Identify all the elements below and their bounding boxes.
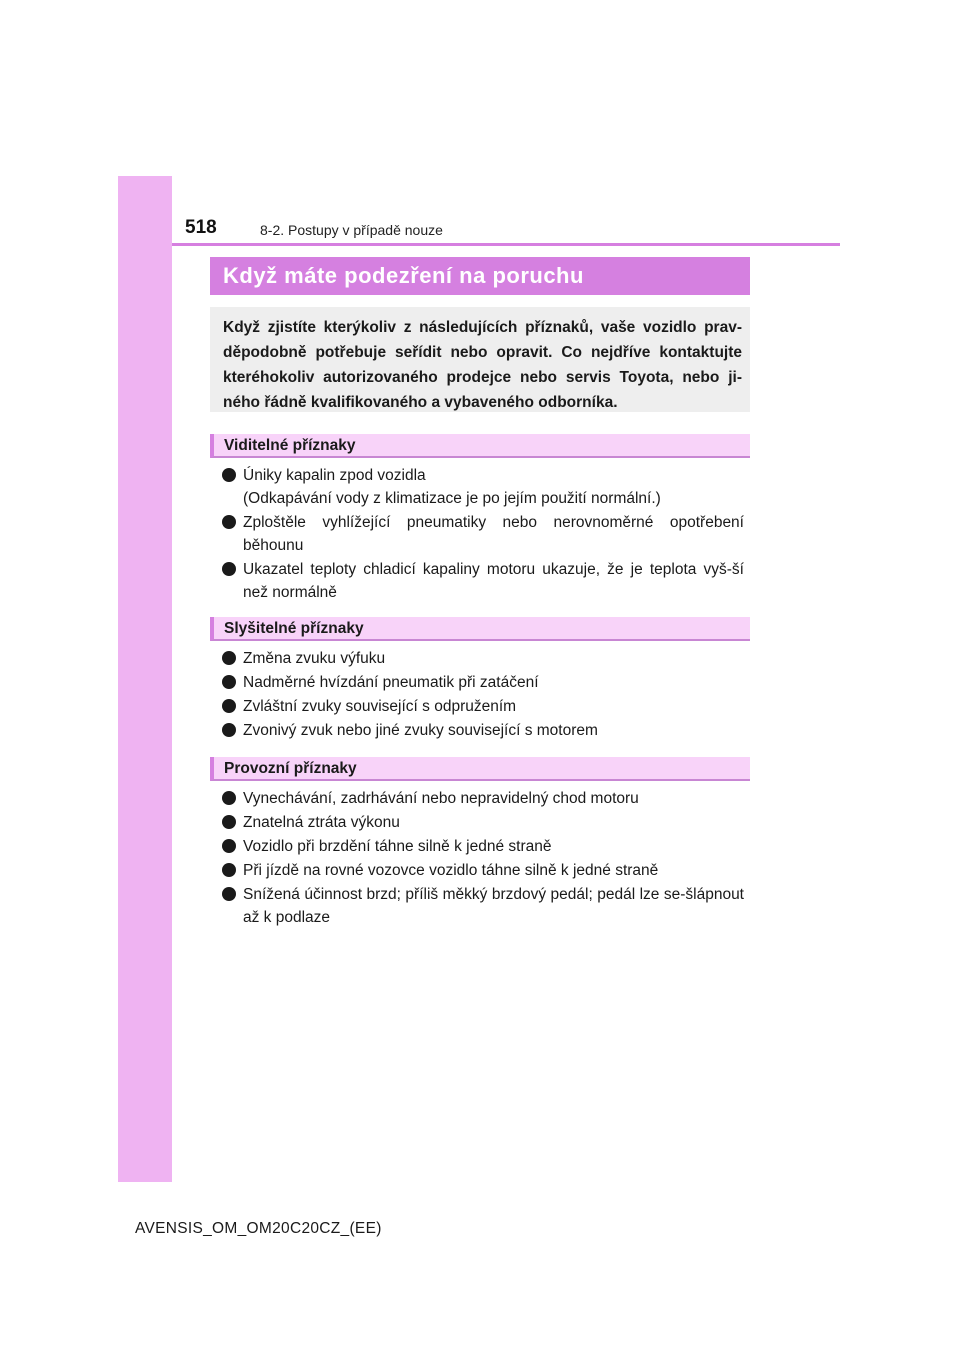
bullet-icon [222, 562, 236, 576]
bullet-list-visible [222, 464, 744, 605]
list-item [222, 647, 744, 670]
subsection-heading-operational: Provozní příznaky [210, 757, 750, 781]
list-item-text: Vynechávání, zadrhávání nebo nepravidelný chod motoru [243, 790, 639, 807]
subsection-heading-audible: Slyšitelné příznaky [210, 617, 750, 641]
bullet-icon [222, 791, 236, 805]
list-item-text: Snížená účinnost brzd; příliš měkký brzdový pedál; pedál lze se-šlápnout až k podlaze [243, 886, 744, 926]
list-item-text: Při jízdě na rovné vozovce vozidlo táhne silně k jedné straně [243, 862, 659, 879]
subsection-heading-visible: Viditelné příznaky [210, 434, 750, 458]
list-item [222, 695, 744, 718]
list-item [222, 558, 744, 604]
list-item [222, 859, 744, 882]
list-item-text: Změna zvuku výfuku [243, 650, 386, 667]
list-item-text: Ukazatel teploty chladicí kapaliny motoru ukazuje, že je teplota vyš-ší než normálně [243, 561, 744, 601]
chapter-title: 8-2. Postupy v případě nouze [260, 222, 443, 238]
list-item [222, 671, 744, 694]
list-item-text: Zploštěle vyhlížející pneumatiky nebo nerovnoměrné opotřebení běhounu [243, 514, 744, 554]
list-item-text: Úniky kapalin zpod vozidla (Odkapávání vody z klimatizace je po jejím použití normální.) [243, 467, 661, 507]
bullet-list-operational [222, 787, 744, 930]
list-item [222, 511, 744, 557]
bullet-icon [222, 651, 236, 665]
bullet-icon [222, 839, 236, 853]
bullet-icon [222, 863, 236, 877]
list-item [222, 464, 744, 510]
bullet-icon [222, 723, 236, 737]
bullet-icon [222, 699, 236, 713]
list-item-text: Znatelná ztráta výkonu [243, 814, 400, 831]
section-title: Když máte podezření na poruchu [210, 257, 750, 295]
list-item-text: Vozidlo při brzdění táhne silně k jedné straně [243, 838, 552, 855]
bullet-icon [222, 515, 236, 529]
bullet-icon [222, 887, 236, 901]
list-item-text: Nadměrné hvízdání pneumatik při zatáčení [243, 674, 539, 691]
list-item [222, 719, 744, 742]
list-item-text: Zvonivý zvuk nebo jiné zvuky související s motorem [243, 722, 598, 739]
bullet-icon [222, 675, 236, 689]
chapter-side-tab [118, 176, 172, 1182]
list-item [222, 835, 744, 858]
intro-text: Když zjistíte kterýkoliv z následujících příznaků, vaše vozidlo prav-děpodobně potřebuje seřídit nebo opravit. Co nejdříve kontaktujte kteréhokoliv autorizovaného prodejce nebo servis Toyota, nebo ji-ného řádně kvalifikovaného a vybaveného odborníka. [223, 319, 742, 411]
bullet-icon [222, 468, 236, 482]
document-footer-code: AVENSIS_OM_OM20C20CZ_(EE) [135, 1220, 382, 1237]
list-item [222, 883, 744, 929]
intro-box [210, 307, 750, 412]
list-item-text: Zvláštní zvuky související s odpružením [243, 698, 517, 715]
list-item [222, 787, 744, 810]
list-item [222, 811, 744, 834]
bullet-list-audible [222, 647, 744, 743]
page-number: 518 [185, 217, 217, 238]
header-divider [172, 243, 840, 246]
bullet-icon [222, 815, 236, 829]
